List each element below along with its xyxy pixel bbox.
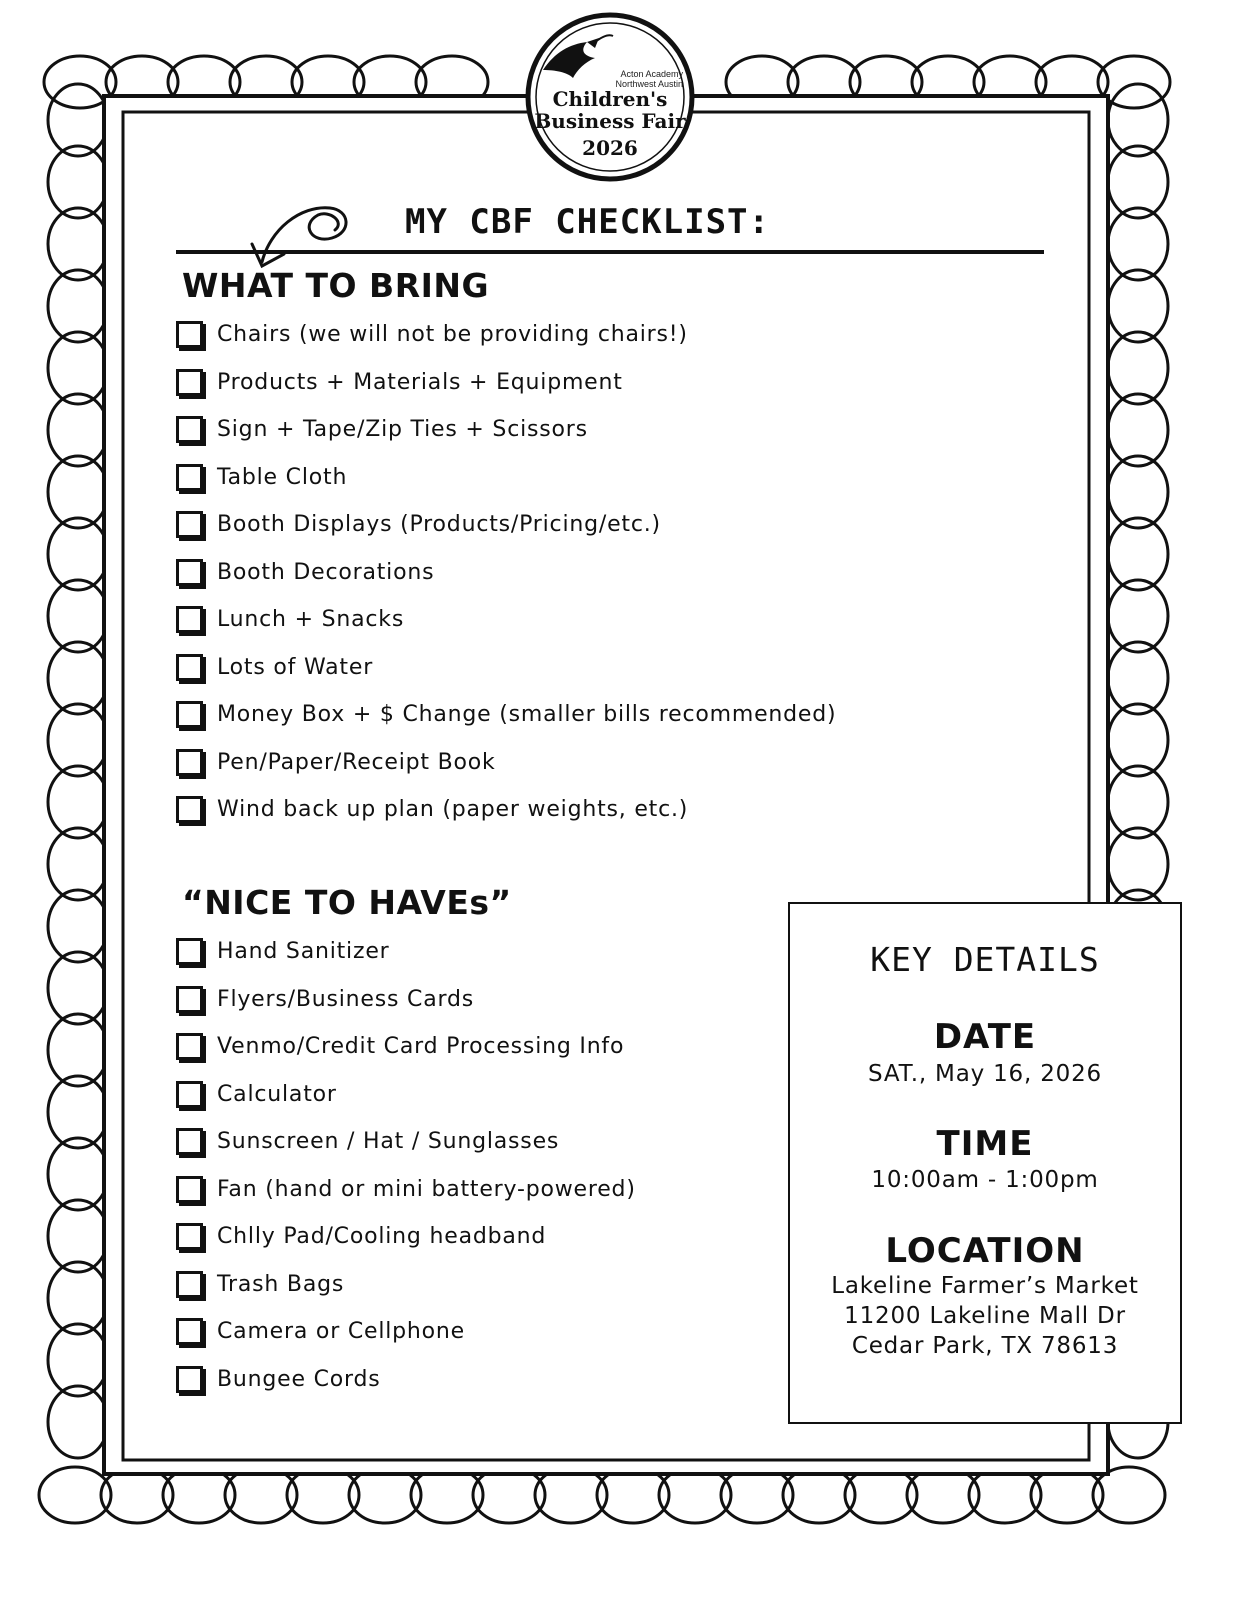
checkbox[interactable] — [176, 1033, 203, 1060]
checklist-item[interactable] — [176, 602, 836, 650]
checklist-item-label: Fan (hand or mini battery-powered) — [217, 1176, 636, 1202]
checkbox[interactable] — [176, 749, 203, 776]
location-label: LOCATION — [885, 1231, 1085, 1271]
checklist-item[interactable] — [176, 1172, 636, 1220]
date-value: SAT., May 16, 2026 — [868, 1061, 1102, 1087]
location-value — [790, 1271, 1180, 1361]
checklist-item-label: Trash Bags — [217, 1271, 345, 1297]
checkbox[interactable] — [176, 1176, 203, 1203]
checkbox[interactable] — [176, 511, 203, 538]
checkbox[interactable] — [176, 654, 203, 681]
checklist-item-label: Wind back up plan (paper weights, etc.) — [217, 797, 689, 822]
checklist-item-label: Table Cloth — [217, 464, 348, 490]
checklist-item[interactable] — [176, 507, 836, 555]
checkbox[interactable] — [176, 1318, 203, 1345]
fair-badge — [525, 12, 695, 182]
checklist-item-label: Sign + Tape/Zip Ties + Scissors — [217, 417, 588, 442]
date-label: DATE — [933, 1017, 1037, 1057]
checklist-item-label: Camera or Cellphone — [217, 1319, 465, 1344]
checklist-item-label: Calculator — [217, 1081, 337, 1107]
checklist-item[interactable] — [176, 317, 836, 365]
checklist-item[interactable] — [176, 365, 836, 413]
checkbox[interactable] — [176, 1128, 203, 1155]
checkbox[interactable] — [176, 369, 203, 396]
checklist-item-label: Bungee Cords — [217, 1366, 381, 1392]
checklist-item-label: Booth Decorations — [217, 559, 435, 585]
checklist-item[interactable] — [176, 1314, 636, 1362]
checklist-what-to-bring — [176, 317, 836, 840]
checklist-item[interactable] — [176, 412, 836, 460]
heading-divider — [176, 250, 1044, 254]
page-title: MY CBF CHECKLIST: — [405, 202, 770, 242]
checklist-item[interactable] — [176, 934, 636, 982]
checklist-item[interactable] — [176, 1362, 636, 1410]
checklist-item[interactable] — [176, 1219, 636, 1267]
checkbox[interactable] — [176, 559, 203, 586]
checklist-item-label: Money Box + $ Change (smaller bills recommended) — [217, 702, 837, 727]
checkbox[interactable] — [176, 1223, 203, 1250]
checklist-item-label: Chairs (we will not be providing chairs!) — [217, 322, 688, 347]
key-details-title: KEY DETAILS — [870, 940, 1100, 979]
checkbox[interactable] — [176, 606, 203, 633]
location-line-1: Lakeline Farmer’s Market — [831, 1273, 1139, 1299]
checklist-item-label: Flyers/Business Cards — [217, 986, 474, 1012]
key-details-box — [788, 902, 1182, 1424]
checkbox[interactable] — [176, 1366, 203, 1393]
checkbox[interactable] — [176, 1081, 203, 1108]
checklist-item-label: Hand Sanitizer — [217, 939, 390, 964]
checklist-item[interactable] — [176, 982, 636, 1030]
checklist-item-label: Venmo/Credit Card Processing Info — [217, 1034, 625, 1059]
time-label: TIME — [936, 1124, 1034, 1164]
checklist-item-label: Lunch + Snacks — [217, 607, 405, 632]
checkbox[interactable] — [176, 938, 203, 965]
time-value: 10:00am - 1:00pm — [871, 1167, 1099, 1193]
badge-org-line1: Acton Academy — [620, 69, 683, 79]
checklist-item-label: Sunscreen / Hat / Sunglasses — [217, 1129, 560, 1154]
checkbox[interactable] — [176, 321, 203, 348]
checklist-item[interactable] — [176, 650, 836, 698]
checklist-item[interactable] — [176, 745, 836, 793]
badge-org-name — [583, 69, 683, 89]
badge-title-line1: Children's — [552, 87, 668, 111]
badge-title-line2: Business Fair — [534, 109, 686, 133]
section-title-what-to-bring: WHAT TO BRING — [182, 266, 490, 305]
checklist-item-label: Lots of Water — [217, 654, 374, 680]
checklist-item[interactable] — [176, 1029, 636, 1077]
checkbox[interactable] — [176, 464, 203, 491]
checkbox[interactable] — [176, 986, 203, 1013]
badge-year: 2026 — [582, 136, 638, 160]
checklist-item[interactable] — [176, 697, 836, 745]
section-title-nice-to-haves: “NICE TO HAVEs” — [182, 883, 512, 922]
checklist-item[interactable] — [176, 792, 836, 840]
checklist-item-label: Products + Materials + Equipment — [217, 369, 623, 395]
checkbox[interactable] — [176, 796, 203, 823]
location-line-3: Cedar Park, TX 78613 — [851, 1333, 1119, 1359]
checkbox[interactable] — [176, 416, 203, 443]
badge-org-line2: Northwest Austin — [615, 79, 683, 89]
checklist-item[interactable] — [176, 460, 836, 508]
checkbox[interactable] — [176, 701, 203, 728]
checklist-item-label: Chlly Pad/Cooling headband — [217, 1224, 547, 1249]
location-line-2: 11200 Lakeline Mall Dr — [844, 1303, 1126, 1329]
checklist-item[interactable] — [176, 1077, 636, 1125]
checklist-item-label: Booth Displays (Products/Pricing/etc.) — [217, 512, 661, 537]
checklist-item-label: Pen/Paper/Receipt Book — [217, 749, 496, 775]
checklist-nice-to-haves — [176, 934, 636, 1409]
checklist-item[interactable] — [176, 1267, 636, 1315]
badge-title — [525, 88, 695, 132]
checklist-item[interactable] — [176, 555, 836, 603]
checkbox[interactable] — [176, 1271, 203, 1298]
checklist-item[interactable] — [176, 1124, 636, 1172]
